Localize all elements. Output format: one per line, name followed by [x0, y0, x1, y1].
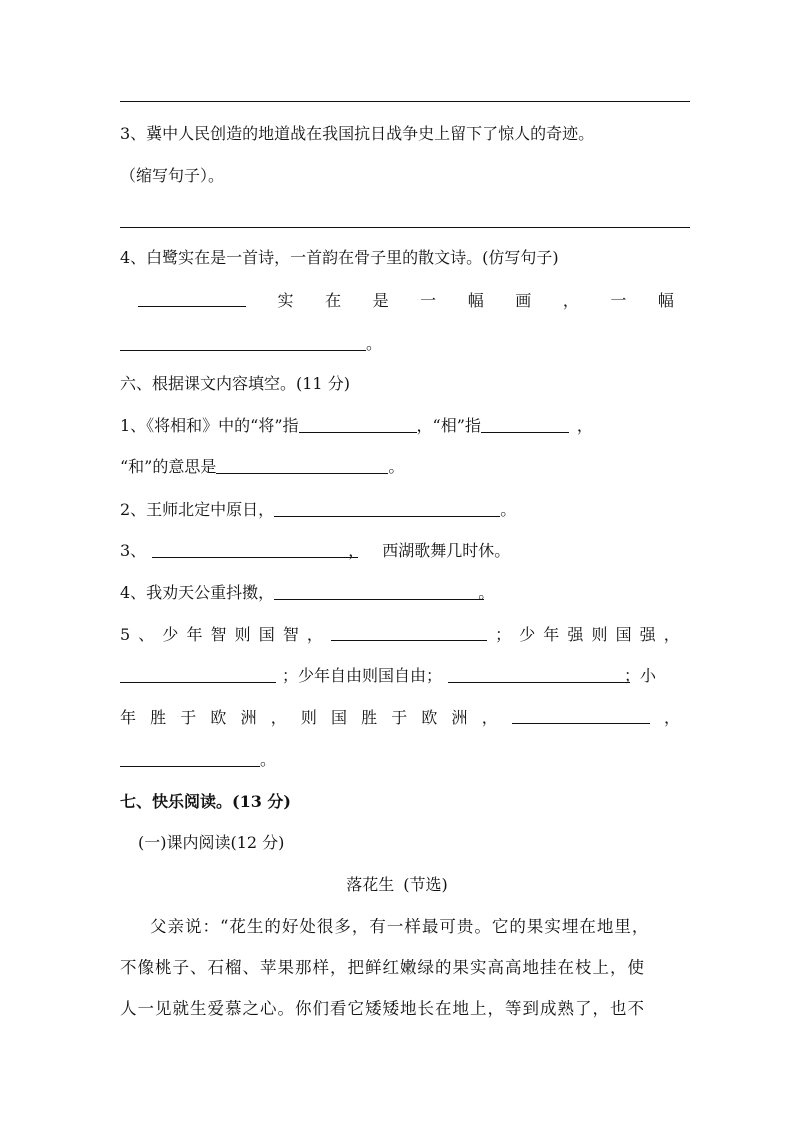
answer-blank-s6-q5-c[interactable] — [448, 666, 630, 683]
q5-char: 于 — [391, 708, 408, 727]
s6-question-5-line2 — [120, 665, 656, 687]
s6-q2-end: 。 — [500, 500, 517, 519]
q4-char: 一 — [610, 291, 627, 310]
section-7-heading: 七、快乐阅读。(13 分) — [120, 792, 291, 811]
answer-blank-s6-q4[interactable] — [274, 583, 484, 600]
answer-blank-s6-q3[interactable] — [152, 541, 358, 558]
s6-question-2 — [120, 499, 516, 521]
q5-char: 欧 — [421, 708, 438, 727]
s6-q3-prefix: 3、 — [120, 541, 147, 560]
q5-char: 年 — [120, 708, 137, 727]
q4-char: 一 — [420, 291, 437, 310]
q4-char: 实 — [277, 291, 294, 310]
s6-q1-line2-end: 。 — [388, 457, 405, 476]
q5-char: 、 — [138, 625, 155, 644]
question-3-note: （缩写句子）。 — [120, 166, 225, 185]
s6-q5-line2-end: ；小 — [624, 666, 657, 685]
q5-char: 强 — [567, 625, 584, 644]
passage-note: (节选) — [403, 875, 448, 894]
question-4-imitation-row — [138, 290, 674, 312]
question-4-text: 4、白鹭实在是一首诗，一首韵在骨子里的散文诗。(仿写句子) — [120, 248, 559, 267]
q5-char: 国 — [330, 708, 347, 727]
q5-char: ， — [270, 708, 287, 727]
passage-line: 人一见就生爱慕之心。你们看它矮矮地长在地上，等到成熟了，也不 — [120, 999, 645, 1018]
s6-question-5-line4 — [120, 749, 276, 771]
q5-char: 年 — [543, 625, 560, 644]
q5-char: ， — [663, 625, 680, 644]
question-4-line2 — [120, 333, 382, 355]
section-7-subheading: (一)课内阅读(12 分) — [138, 833, 285, 852]
q4-char: 是 — [372, 291, 389, 310]
s6-q5-line2-mid: ；少年自由则国自由； — [282, 666, 443, 685]
s6-q5-line4-end: 。 — [260, 750, 277, 769]
q5-char: 国 — [615, 625, 632, 644]
s6-q4-end: 。 — [478, 583, 495, 602]
s6-question-4 — [120, 582, 494, 604]
s6-question-5-line1 — [120, 624, 680, 646]
q5-char: 智 — [210, 625, 227, 644]
s6-q1-prefix: 1、《将相和》中的“将”指 — [120, 416, 299, 435]
answer-blank-s6-q5-b[interactable] — [120, 666, 276, 683]
q5-char: 洲 — [451, 708, 468, 727]
s6-question-5-line3 — [120, 707, 680, 729]
q5-char: 国 — [258, 625, 275, 644]
s6-question-1 — [120, 415, 593, 437]
passage-line: 不像桃子、石榴、苹果那样，把鲜红嫩绿的果实高高地挂在枝上，使 — [120, 958, 645, 977]
q5-char: ， — [663, 708, 680, 727]
answer-blank-q4-a[interactable] — [138, 290, 246, 307]
passage-line: 父亲说：“花生的好处很多，有一样最可贵。它的果实埋在地里， — [150, 917, 650, 936]
passage-title: 落花生 — [346, 875, 395, 894]
q5-char: ， — [481, 708, 498, 727]
answer-blank-s6-q1-b[interactable] — [481, 416, 569, 433]
section-6-heading: 六、根据课文内容填空。(11 分) — [120, 374, 350, 393]
q5-char: 少 — [519, 625, 536, 644]
s6-question-1-line2 — [120, 456, 404, 478]
q4-char: 幅 — [657, 291, 674, 310]
answer-blank-s6-q2[interactable] — [274, 500, 500, 517]
q4-char: ， — [562, 291, 579, 310]
passage-title-row — [0, 874, 794, 896]
answer-blank-q4-b[interactable] — [120, 334, 366, 351]
q5-char: 少 — [162, 625, 179, 644]
answer-blank-s6-q1-a[interactable] — [299, 416, 417, 433]
q5-char: 胜 — [150, 708, 167, 727]
answer-blank-s6-q1-c[interactable] — [216, 457, 388, 474]
q5-char: 则 — [300, 708, 317, 727]
answer-blank-s6-q5-a[interactable] — [331, 624, 487, 641]
answer-line-q3[interactable] — [120, 227, 690, 228]
answer-blank-s6-q5-e[interactable] — [120, 750, 260, 767]
question-3-text: 3、冀中人民创造的地道战在我国抗日战争史上留下了惊人的奇迹。 — [120, 124, 595, 143]
q4-char: 幅 — [467, 291, 484, 310]
q5-char: 则 — [234, 625, 251, 644]
q5-char: 欧 — [210, 708, 227, 727]
q4-char: 在 — [325, 291, 342, 310]
s6-q2-prefix: 2、王师北定中原日， — [120, 500, 275, 519]
q5-char: 5 — [120, 625, 131, 644]
q5-char: 则 — [591, 625, 608, 644]
q5-char: 于 — [180, 708, 197, 727]
s6-q1-end: ， — [576, 416, 593, 435]
answer-line-top — [120, 101, 690, 102]
q5-char: 洲 — [240, 708, 257, 727]
s6-q3-suffix: 西湖歌舞几时休。 — [382, 541, 511, 560]
q5-char: 胜 — [361, 708, 378, 727]
s6-q1-line2-prefix: “和”的意思是 — [120, 457, 217, 476]
q5-char: 强 — [639, 625, 656, 644]
q4-end: 。 — [366, 334, 383, 353]
q5-char: 年 — [186, 625, 203, 644]
s6-q1-mid: ，“相”指 — [416, 416, 481, 435]
s6-q3-mid: ， — [348, 541, 365, 560]
q5-char: ； — [495, 625, 512, 644]
s6-question-3 — [120, 540, 510, 562]
answer-blank-s6-q5-d[interactable] — [512, 707, 650, 724]
s6-q4-prefix: 4、我劝天公重抖擞， — [120, 583, 275, 602]
q5-char: ， — [306, 625, 323, 644]
q4-char: 画 — [515, 291, 532, 310]
q5-char: 智 — [282, 625, 299, 644]
